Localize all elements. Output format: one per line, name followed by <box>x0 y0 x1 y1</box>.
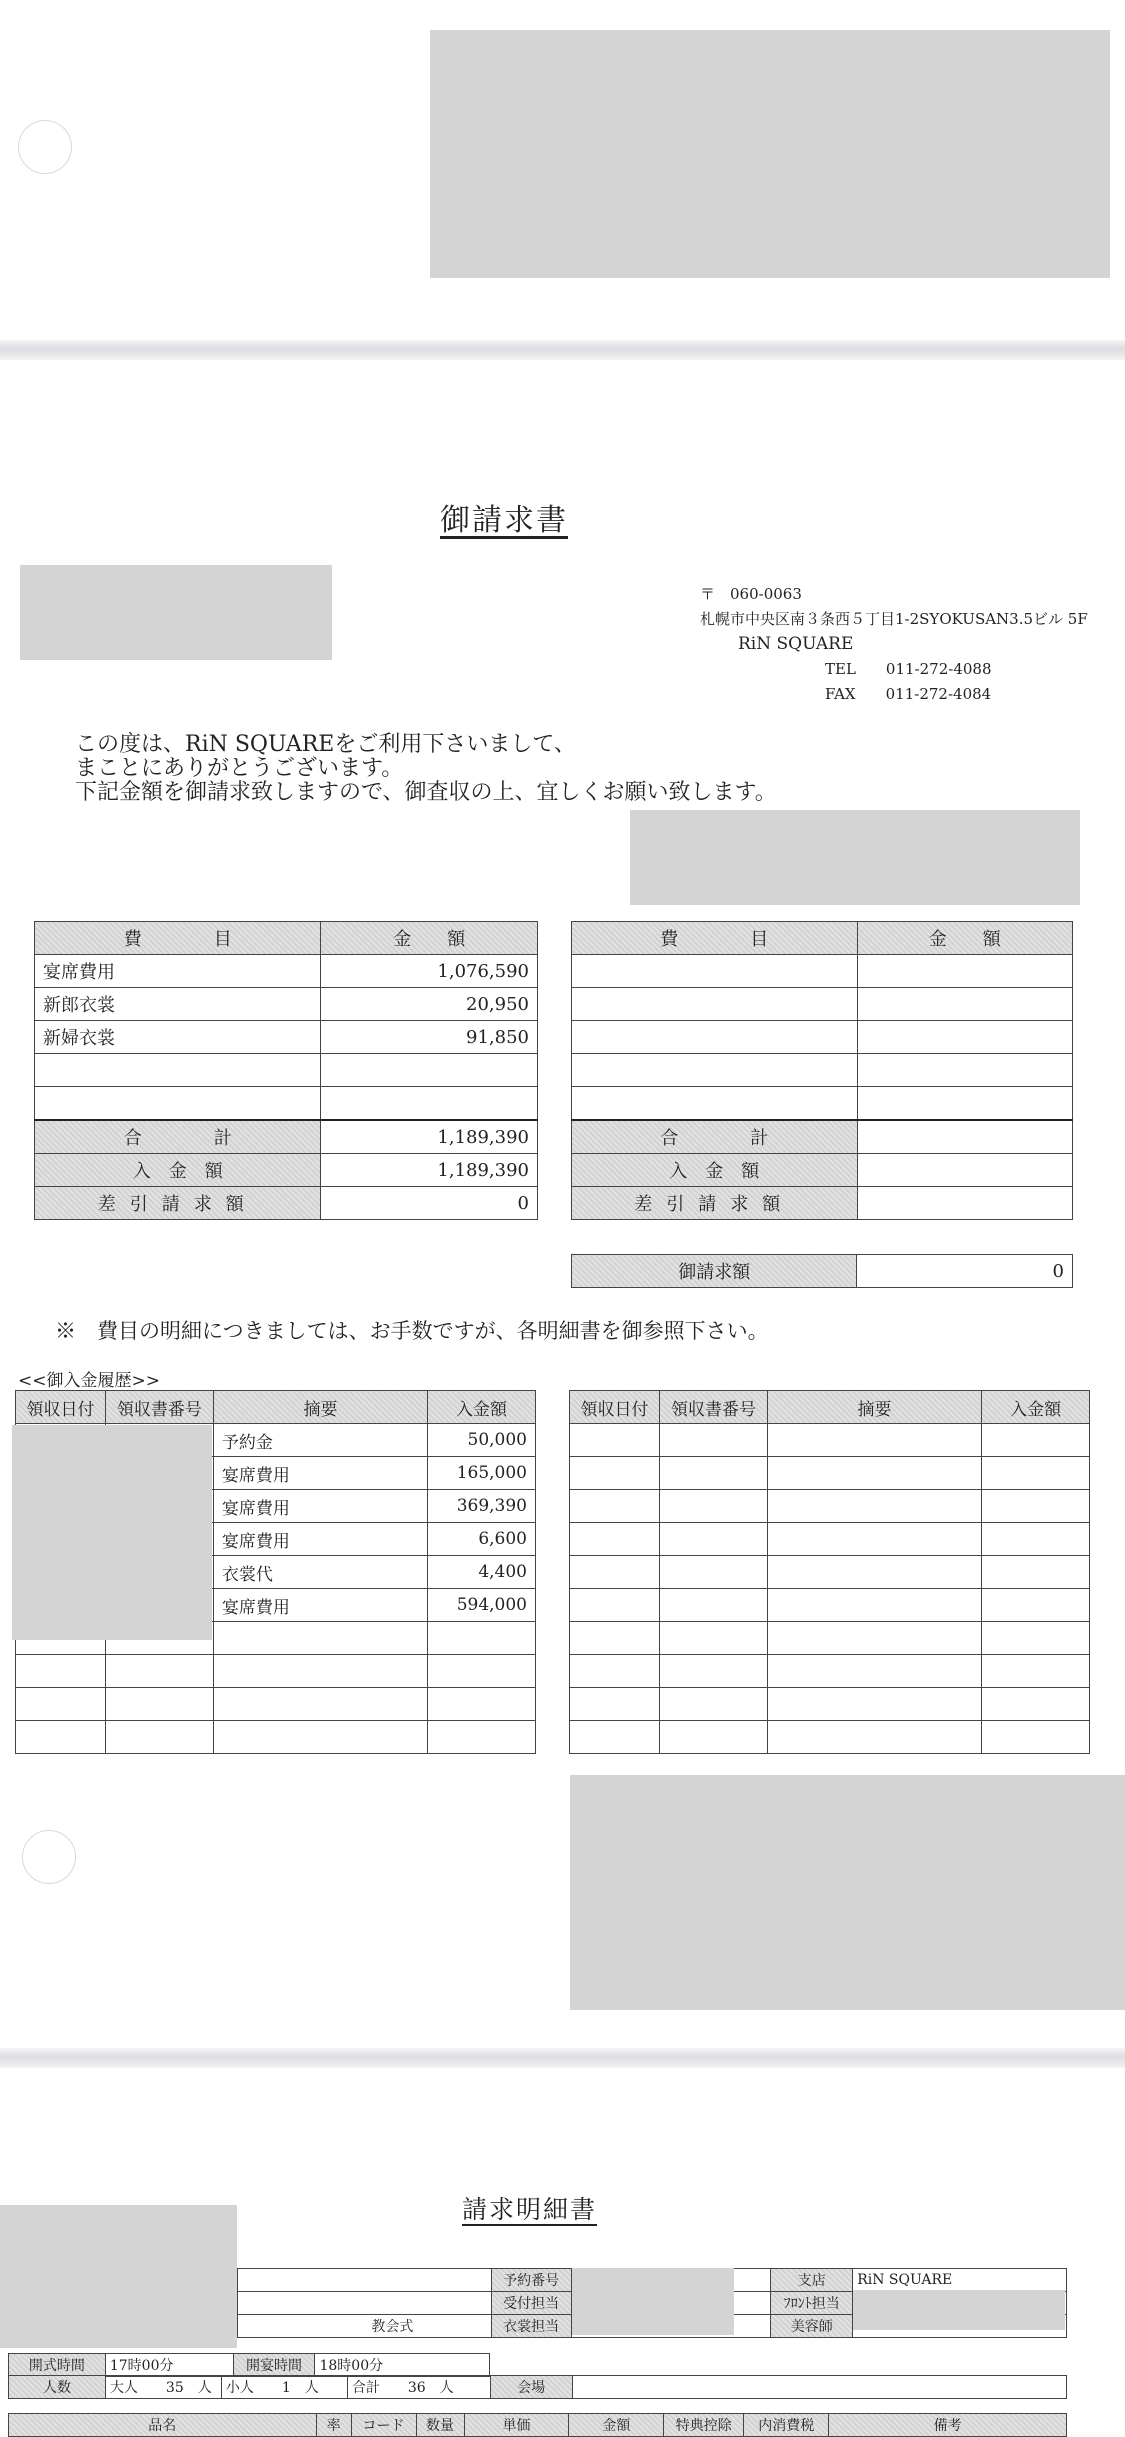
total-amount: 1,189,390 <box>321 1120 538 1154</box>
greeting-line: 下記金額を御請求致しますので、御査収の上、宜しくお願い致します。 <box>75 780 777 805</box>
history-amount: 4,400 <box>428 1556 536 1589</box>
greeting-message <box>75 733 777 805</box>
date-header: 領収日付 <box>16 1391 106 1424</box>
stamp-mark <box>18 120 72 174</box>
costume-label: 衣裳担当 <box>491 2315 571 2338</box>
history-desc: 宴席費用 <box>213 1523 427 1556</box>
item-header-table <box>8 2413 1067 2437</box>
page-divider <box>0 2048 1125 2068</box>
fax-number: 011-272-4084 <box>885 685 992 703</box>
redacted-customer <box>0 2205 237 2348</box>
history-row <box>570 1424 1090 1457</box>
redacted-block <box>630 810 1080 905</box>
balance-label: 差引請求額 <box>35 1187 321 1220</box>
history-row <box>570 1556 1090 1589</box>
history-row <box>16 1655 536 1688</box>
address: 札幌市中央区南３条西５丁目1-2SYOKUSAN3.5ビル 5F <box>700 610 1088 628</box>
history-amount: 369,390 <box>428 1490 536 1523</box>
history-amount: 165,000 <box>428 1457 536 1490</box>
redacted-reservation-info <box>572 2268 734 2335</box>
company-address-block <box>700 582 1120 707</box>
hair-label: 美容師 <box>771 2315 853 2338</box>
fee-item-header: 費 目 <box>572 922 858 955</box>
greeting-line: この度は、RiN SQUAREをご利用下さいまして、 <box>75 732 576 757</box>
tel-line <box>700 657 1120 682</box>
fee-amount <box>321 1054 538 1087</box>
receipt-no-header: 領収書番号 <box>659 1391 767 1424</box>
detail-note: ※ 費目の明細につきましては、お手数ですが、各明細書を御参照下さい。 <box>55 1319 769 1343</box>
fee-row <box>35 1021 538 1054</box>
amount-header: 金額 <box>569 2414 664 2437</box>
total-label: 合 計 <box>35 1120 321 1154</box>
branch-value: RiN SQUARE <box>853 2269 1067 2292</box>
amount-header: 入金額 <box>428 1391 536 1424</box>
redacted-recipient <box>20 565 332 660</box>
history-row <box>16 1721 536 1754</box>
redacted-block <box>570 1775 1125 2010</box>
ceremony-time-table <box>8 2353 490 2377</box>
payment-history-table-secondary <box>569 1390 1090 1754</box>
history-desc: 衣裳代 <box>213 1556 427 1589</box>
children-count: 小人 1 人 <box>221 2376 347 2399</box>
history-row <box>570 1655 1090 1688</box>
billed-amount: 0 <box>857 1255 1073 1288</box>
history-row <box>570 1589 1090 1622</box>
total-label: 合 計 <box>572 1120 858 1154</box>
fee-item: 宴席費用 <box>35 955 321 988</box>
party-time: 18時00分 <box>315 2354 490 2377</box>
tax-header: 内消費税 <box>744 2414 829 2437</box>
redacted-staff-info <box>853 2290 1065 2330</box>
fax-line <box>700 682 1120 707</box>
paid-label: 入 金 額 <box>35 1154 321 1187</box>
venue-label: 会場 <box>490 2376 572 2399</box>
fee-item: 新郎衣裳 <box>35 988 321 1021</box>
history-desc: 予約金 <box>213 1424 427 1457</box>
rate-header: 率 <box>316 2414 351 2437</box>
greeting-line: まことにありがとうございます。 <box>75 756 404 781</box>
billed-label: 御請求額 <box>572 1255 857 1288</box>
history-row <box>570 1457 1090 1490</box>
balance-label: 差引請求額 <box>572 1187 858 1220</box>
history-row <box>570 1523 1090 1556</box>
front-label: ﾌﾛﾝﾄ担当 <box>771 2292 853 2315</box>
date-header: 領収日付 <box>570 1391 660 1424</box>
adults-count: 大人 35 人 <box>105 2376 221 2399</box>
fee-row <box>572 1054 1073 1087</box>
guests-label: 人数 <box>9 2376 106 2399</box>
invoice-title: 御請求書 <box>440 503 568 538</box>
fee-amount: 91,850 <box>321 1021 538 1054</box>
fee-row <box>572 1021 1073 1054</box>
fee-item: 新婦衣裳 <box>35 1021 321 1054</box>
start-time: 17時00分 <box>105 2354 233 2377</box>
guest-total: 合計 36 人 <box>347 2376 490 2399</box>
history-row <box>570 1688 1090 1721</box>
fee-row <box>572 1087 1073 1121</box>
stamp-mark <box>22 1830 76 1884</box>
description-header: 摘要 <box>767 1391 981 1424</box>
history-row <box>570 1622 1090 1655</box>
amount-header: 入金額 <box>982 1391 1090 1424</box>
detail-title: 請求明細書 <box>462 2195 598 2224</box>
guest-count-table <box>8 2375 1067 2399</box>
history-desc: 宴席費用 <box>213 1457 427 1490</box>
fee-row <box>35 955 538 988</box>
fee-table-secondary <box>571 921 1073 1220</box>
fee-row <box>572 988 1073 1021</box>
fee-amount <box>321 1087 538 1121</box>
history-amount: 594,000 <box>428 1589 536 1622</box>
history-row <box>570 1721 1090 1754</box>
history-amount: 6,600 <box>428 1523 536 1556</box>
paid-label: 入 金 額 <box>572 1154 858 1187</box>
party-label: 開宴時間 <box>233 2354 315 2377</box>
reservation-no-label: 予約番号 <box>491 2269 571 2292</box>
tel-number: 011-272-4088 <box>885 660 992 678</box>
fee-row <box>35 1054 538 1087</box>
redacted-receipt-info <box>12 1425 212 1640</box>
fee-row <box>35 1087 538 1121</box>
item-name-header: 品名 <box>9 2414 317 2437</box>
balance-amount: 0 <box>321 1187 538 1220</box>
fee-amount: 20,950 <box>321 988 538 1021</box>
quantity-header: 数量 <box>416 2414 464 2437</box>
redacted-block <box>430 30 1110 278</box>
history-row <box>16 1688 536 1721</box>
fee-row <box>35 988 538 1021</box>
history-amount: 50,000 <box>428 1424 536 1457</box>
reception-label: 受付担当 <box>491 2292 571 2315</box>
remarks-header: 備考 <box>829 2414 1067 2437</box>
fee-amount-header: 金 額 <box>857 922 1072 955</box>
receipt-no-header: 領収書番号 <box>105 1391 213 1424</box>
description-header: 摘要 <box>213 1391 427 1424</box>
fax-label: FAX <box>825 685 856 703</box>
page-divider <box>0 340 1125 360</box>
fee-table <box>34 921 538 1220</box>
branch-label: 支店 <box>771 2269 853 2292</box>
fee-item-header: 費 目 <box>35 922 321 955</box>
code-header: コード <box>351 2414 416 2437</box>
postal-code: 〒 060-0063 <box>700 585 802 603</box>
ceremony-type: 教会式 <box>238 2315 492 2338</box>
fee-item <box>35 1087 321 1121</box>
fee-row <box>572 955 1073 988</box>
start-label: 開式時間 <box>9 2354 106 2377</box>
history-desc: 宴席費用 <box>213 1490 427 1523</box>
fee-amount-header: 金 額 <box>321 922 538 955</box>
paid-amount: 1,189,390 <box>321 1154 538 1187</box>
fee-amount: 1,076,590 <box>321 955 538 988</box>
billed-amount-table <box>571 1254 1073 1288</box>
history-desc: 宴席費用 <box>213 1589 427 1622</box>
history-title: <<御入金履歴>> <box>18 1371 160 1391</box>
fee-item <box>35 1054 321 1087</box>
history-row <box>570 1490 1090 1523</box>
unit-price-header: 単価 <box>464 2414 569 2437</box>
company-name: RiN SQUARE <box>738 634 854 654</box>
tel-label: TEL <box>825 660 856 678</box>
discount-header: 特典控除 <box>664 2414 744 2437</box>
